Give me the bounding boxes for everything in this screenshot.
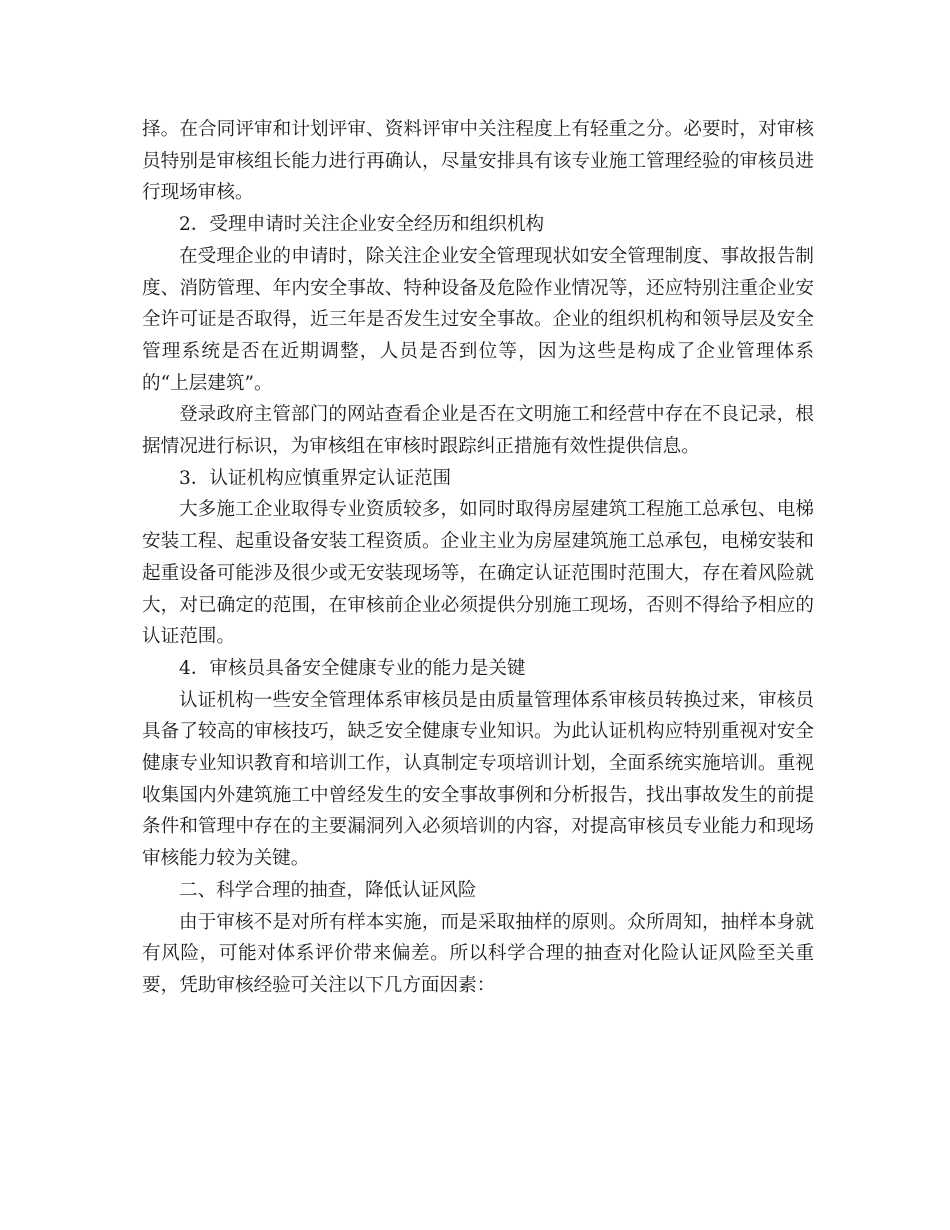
paragraph-continued: 择。在合同评审和计划评审、资料评审中关注程度上有轻重之分。必要时，对审核员特别是审核组长能力进行再确认，尽量安排具有该专业施工管理经验的审核员进行现场审核。: [142, 119, 814, 204]
paragraph: 由于审核不是对所有样本实施，而是采取抽样的原则。众所周知，抽样本身就有风险，可能对体系评价带来偏差。所以科学合理的抽查对化险认证风险至关重要，凭助审核经验可关注以下几方面因素：: [142, 911, 814, 996]
section-heading-part-2: 二、科学合理的抽查，降低认证风险: [179, 879, 477, 901]
paragraph: 登录政府主管部门的网站查看企业是否在文明施工和经营中存在不良记录，根据情况进行标识，为审核组在审核时跟踪纠正措施有效性提供信息。: [142, 404, 814, 458]
paragraph: 认证机构一些安全管理体系审核员是由质量管理体系审核员转换过来，审核员具备了较高的审核技巧，缺乏安全健康专业知识。为此认证机构应特别重视对安全健康专业知识教育和培训工作，认真制定专项培训计划，全面系统实施培训。重视收集国内外建筑施工中曾经发生的安全事故事例和分析报告，找出事故发生的前提条件和管理中存在的主要漏洞列入必须培训的内容，对提高审核员专业能力和现场审核能力较为关键。: [142, 689, 814, 870]
paragraph: 大多施工企业取得专业资质较多，如同时取得房屋建筑工程施工总承包、电梯安装工程、起重设备安装工程资质。企业主业为房屋建筑施工总承包，电梯安装和起重设备可能涉及很少或无安装现场等，在确定认证范围时范围大，存在着风险就大，对已确定的范围，在审核前企业必须提供分别施工现场，否则不得给予相应的认证范围。: [142, 499, 814, 648]
section-heading-2: 2．受理申请时关注企业安全经历和组织机构: [179, 214, 545, 236]
document-body: [142, 114, 814, 1002]
section-heading-4: 4．审核员具备安全健康专业的能力是关键: [179, 657, 526, 679]
paragraph: 在受理企业的申请时，除关注企业安全管理现状如安全管理制度、事故报告制度、消防管理、年内安全事故、特种设备及危险作业情况等，还应特别注重企业安全许可证是否取得，近三年是否发生过安全事故。企业的组织机构和领导层及安全管理系统是否在近期调整，人员是否到位等，因为这些是构成了企业管理体系的“上层建筑”。: [142, 245, 814, 394]
section-heading-3: 3．认证机构应慎重界定认证范围: [179, 467, 452, 489]
